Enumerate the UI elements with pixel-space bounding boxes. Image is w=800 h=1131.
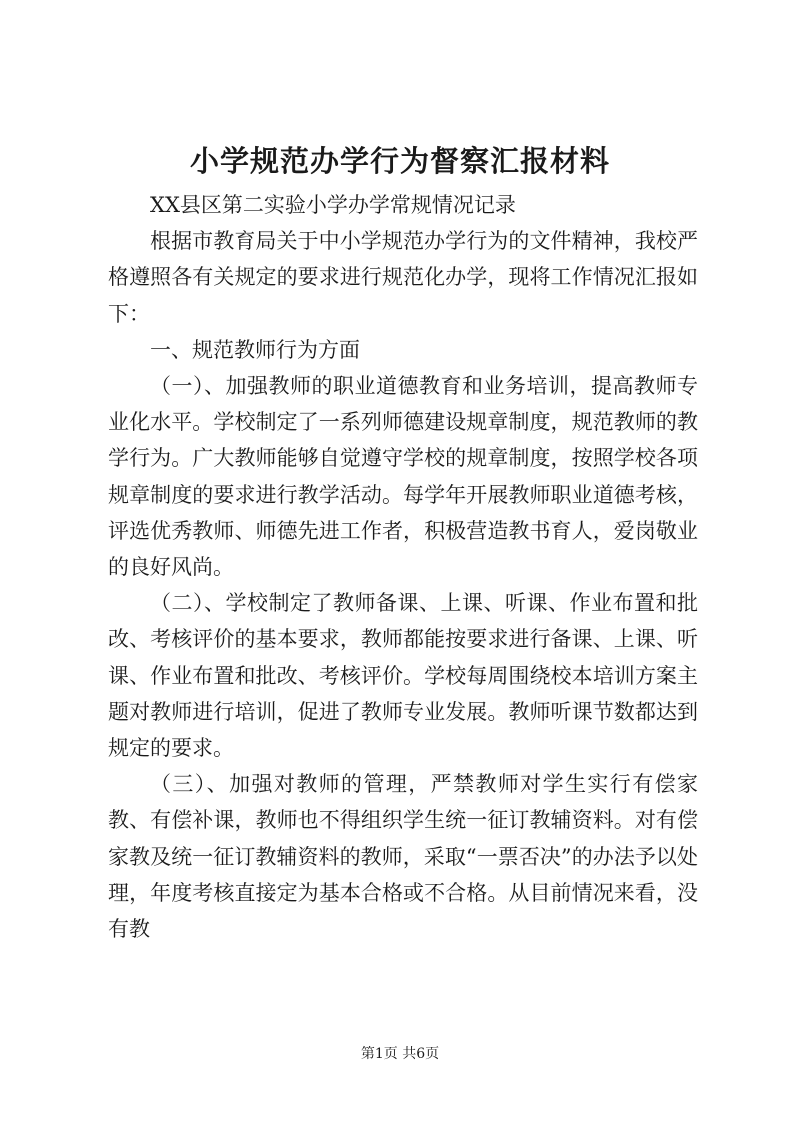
paragraph-item-3: （三）、加强对教师的管理，严禁教师对学生实行有偿家教、有偿补课，教师也不得组织学生统一征订教辅资料。对有偿家教及统一征订教辅资料的教师，采取“一票否决”的办法予以处理，年度考核直接定为基本合格或不合格。从目前情况来看，没有教 xyxy=(108,772,698,942)
paragraph-item-1: （一）、加强教师的职业道德教育和业务培训，提高教师专业化水平。学校制定了一系列师德建设规章制度，规范教师的教学行为。广大教师能够自觉遵守学校的规章制度，按照学校各项规章制度的要求进行教学活动。每学年开展教师职业道德考核，评选优秀教师、师德先进工作者，积极营造教书育人，爱岗敬业的良好风尚。 xyxy=(108,374,698,580)
paragraph-item-2: （二）、学校制定了教师备课、上课、听课、作业布置和批改、考核评价的基本要求，教师都能按要求进行备课、上课、听课、作业布置和批改、考核评价。学校每周围绕校本培训方案主题对教师进行培训，促进了教师专业发展。教师听课节数都达到规定的要求。 xyxy=(108,591,698,761)
document-body xyxy=(108,187,698,947)
page-title: 小学规范办学行为督察汇报材料 xyxy=(189,144,610,178)
section-heading: 一、规范教师行为方面 xyxy=(150,337,360,362)
paragraph-school-record: XX县区第二实验小学办学常规情况记录 xyxy=(150,193,516,217)
paragraph-intro: 根据市教育局关于中小学规范办学行为的文件精神，我校严格遵照各有关规定的要求进行规范化办学，现将工作情况汇报如下： xyxy=(108,229,698,326)
page-number: 第1页 共6页 xyxy=(360,1046,440,1062)
